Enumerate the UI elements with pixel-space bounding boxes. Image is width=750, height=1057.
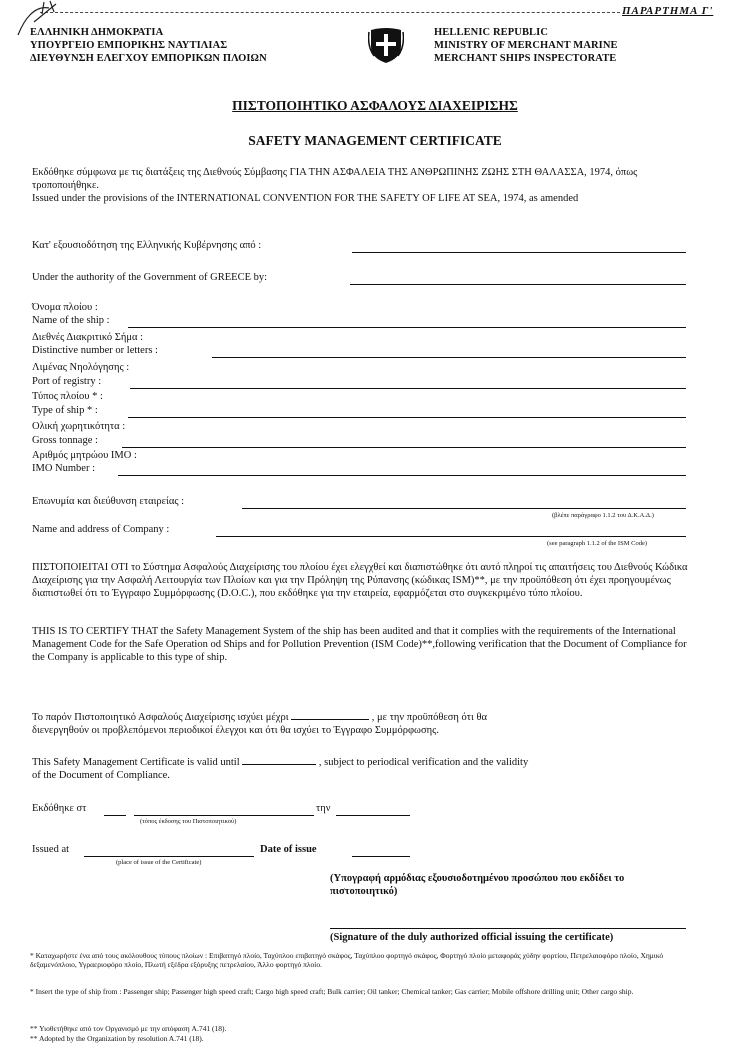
- authority-english-label: Under the authority of the Government of GREECE by:: [32, 272, 268, 283]
- field-label: Distinctive number or letters :: [32, 345, 158, 356]
- imo-number-input[interactable]: [118, 475, 686, 476]
- company-english-note: (see paragraph 1.1.2 of the ISM Code): [547, 540, 647, 547]
- ship-name-input[interactable]: [128, 327, 686, 328]
- validity-greek-text-3: διενεργηθούν οι προβλεπόμενοι περιοδικοί έλεγχοι και ότι θα ισχύει το Έγγραφο Συμμόρφωσης.: [32, 725, 439, 736]
- header-right-line: HELLENIC REPUBLIC: [434, 27, 549, 38]
- title-english: SAFETY MANAGEMENT CERTIFICATE: [248, 133, 502, 148]
- issued-under-greek: Εκδόθηκε σύμφωνα με τις διατάξεις της Διεθνούς Σύμβασης ΓΙΑ ΤΗΝ ΑΣΦΑΛΕΙΑ ΤΗΣ ΑΝΘΡΩΠΙΝΗΣ ΖΩΗΣ ΣΤΗ ΘΑΛΑΣΣΑ, 1974, όπως τροποποιήθηκε.: [32, 167, 638, 191]
- issued-under-english: Issued under the provisions of the INTERNATIONAL CONVENTION FOR THE SAFETY OF LIFE AT SEA, 1974, as amended: [32, 193, 579, 204]
- validity-english: [32, 755, 712, 782]
- issued-at-greek-label: Εκδόθηκε στ: [32, 803, 87, 814]
- issued-at-english-label: Issued at: [32, 844, 70, 855]
- validity-english-text-1: This Safety Management Certificate is valid until: [32, 757, 240, 768]
- gross-tonnage-input[interactable]: [122, 447, 686, 448]
- signature-english-caption: (Signature of the duly authorized official issuing the certificate): [330, 932, 614, 943]
- certify-english: THIS IS TO CERTIFY THAT the Safety Management System of the ship has been audited and that it complies with the requirements of the International Management Code for the Safe Operation od Ships and for Pollution Prevention (ISM Code)**,following verification that the Document of Compliance for the Company is applicable to this type of ship.: [32, 626, 687, 663]
- field-label: Λιμένας Νηολόγησης :: [32, 362, 130, 373]
- validity-greek-text-2: , με την προϋπόθεση ότι θα: [371, 712, 487, 723]
- top-rule: [40, 12, 620, 13]
- field-label: Port of registry :: [32, 376, 102, 387]
- type-of-ship-input[interactable]: [128, 417, 686, 418]
- header-left-line: ΔΙΕΥΘΥΝΣΗ ΕΛΕΓΧΟΥ ΕΜΠΟΡΙΚΩΝ ΠΛΟΙΩΝ: [30, 53, 267, 64]
- annex-mark: ΠΑΡΑΡΤΗΜΑ Γ': [622, 5, 714, 17]
- date-greek-input[interactable]: [336, 815, 410, 816]
- signature-input[interactable]: [330, 928, 686, 929]
- validity-greek-text-1: Το παρόν Πιστοποιητικό Ασφαλούς Διαχείρισης ισχύει μέχρι: [32, 712, 289, 723]
- date-english-input[interactable]: [352, 856, 410, 857]
- field-label: IMO Number :: [32, 463, 95, 474]
- valid-until-english-input[interactable]: [242, 755, 316, 765]
- header-left-line: ΕΛΛΗΝΙΚΗ ΔΗΜΟΚΡΑΤΙΑ: [30, 27, 164, 38]
- date-greek-label: την: [316, 803, 331, 814]
- footnote-double-star-greek: ** Υιοθετήθηκε από τον Οργανισμό με την απόφαση A.741 (18).: [30, 1024, 227, 1033]
- authority-english-input[interactable]: [350, 284, 686, 285]
- header-left: [30, 26, 267, 65]
- field-label: Type of ship * :: [32, 405, 98, 416]
- footnote-star-greek: * Καταχωρήστε ένα από τους ακόλουθους τύπους πλοίων : Επιβατηγό πλοίο, Ταχύπλοο επιβατηγό σκάφος, Ταχύπλοο φορτηγό σκάφος, Φορτηγό πλοίο μεταφοράς χύδην φορτίου, Πετρελαιοφόρο πλοίο, Χημικό δεξαμενόπλοιο, Υγραεριοφόρο πλοίο, Πλωτή εξέδρα εξόρυξης πετρελαίου, Άλλο φορτηγό πλοίο.: [30, 951, 664, 969]
- footnote-star-english: * Insert the type of ship from : Passenger ship; Passenger high speed craft; Cargo high speed craft; Bulk carrier; Oil tanker; Chemical tanker; Gas carrier; Mobile offshore drilling unit; Other cargo ship.: [30, 987, 634, 996]
- authority-greek-label: Κατ' εξουσιοδότηση της Ελληνικής Κυβέρνησης από :: [32, 240, 262, 251]
- header-left-line: ΥΠΟΥΡΓΕΙΟ ΕΜΠΟΡΙΚΗΣ ΝΑΥΤΙΛΙΑΣ: [30, 40, 228, 51]
- validity-english-text-3: of the Document of Compliance.: [32, 770, 170, 781]
- header-right-line: MINISTRY OF MERCHANT MARINE: [434, 40, 618, 51]
- company-english-input[interactable]: [216, 536, 686, 537]
- greek-coat-of-arms-icon: [368, 26, 404, 64]
- footnote-double-star-english: ** Adopted by the Organization by resolution A.741 (18).: [30, 1034, 204, 1043]
- field-label: Gross tonnage :: [32, 435, 98, 446]
- company-english-label: Name and address of Company :: [32, 524, 170, 535]
- signature-greek-caption: (Υπογραφή αρμόδιας εξουσιοδοτημένου προσώπου που εκδίδει το πιστοποιητικό): [330, 873, 625, 897]
- distinctive-number-input[interactable]: [212, 357, 686, 358]
- field-label: Διεθνές Διακριτικό Σήμα :: [32, 332, 144, 343]
- field-label: Τύπος πλοίου * :: [32, 391, 103, 402]
- issued-at-greek-prefix-input[interactable]: [104, 815, 126, 816]
- validity-greek: [32, 710, 712, 737]
- validity-english-text-2: , subject to periodical verification and the validity: [318, 757, 529, 768]
- valid-until-greek-input[interactable]: [291, 710, 369, 720]
- field-label: Αριθμός μητρώου IMO :: [32, 450, 137, 461]
- issued-at-english-input[interactable]: [84, 856, 254, 857]
- issued-at-english-note: (place of issue of the Certificate): [116, 859, 202, 866]
- certify-greek: ΠΙΣΤΟΠΟΙΕΙΤΑΙ ΟΤΙ το Σύστημα Ασφαλούς Διαχείρισης του πλοίου έχει ελεγχθεί και διαπιστώθηκε ότι αυτό πληροί τις απαιτήσεις του Διεθνούς Κώδικα Διαχείρισης για την Ασφαλή Λειτουργία των Πλοίων και για την Πρόληψη της Ρύπανσης (κώδικας ISM)**, με την προϋπόθεση ότι έχει προηγουμένως διαπιστωθεί ότι το Έγγραφο Συμμόρφωσης (D.O.C.), που εκδόθηκε για την εταιρεία, εφαρμόζεται στο συγκεκριμένο τύπο πλοίου.: [32, 562, 688, 599]
- issued-at-greek-input[interactable]: [134, 815, 314, 816]
- header-right-line: MERCHANT SHIPS INSPECTORATE: [434, 53, 617, 64]
- field-label: Name of the ship :: [32, 315, 110, 326]
- company-greek-label: Επωνυμία και διεύθυνση εταιρείας :: [32, 496, 185, 507]
- field-label: Όνομα πλοίου :: [32, 302, 98, 313]
- company-greek-note: (βλέπε παράγραφο 1.1.2 του Δ.Κ.Α.Δ.): [552, 512, 654, 519]
- issued-at-greek-note: (τόπος έκδοσης του Πιστοποιητικού): [140, 818, 237, 825]
- header-right: [434, 26, 618, 65]
- field-label: Ολική χωρητικότητα :: [32, 421, 126, 432]
- company-greek-input[interactable]: [242, 508, 686, 509]
- title-greek: ΠΙΣΤΟΠΟΙΗΤΙΚΟ ΑΣΦΑΛΟΥΣ ΔΙΑΧΕΙΡΙΣΗΣ: [232, 98, 518, 113]
- port-of-registry-input[interactable]: [130, 388, 686, 389]
- authority-greek-input[interactable]: [352, 252, 686, 253]
- date-english-label: Date of issue: [260, 844, 317, 855]
